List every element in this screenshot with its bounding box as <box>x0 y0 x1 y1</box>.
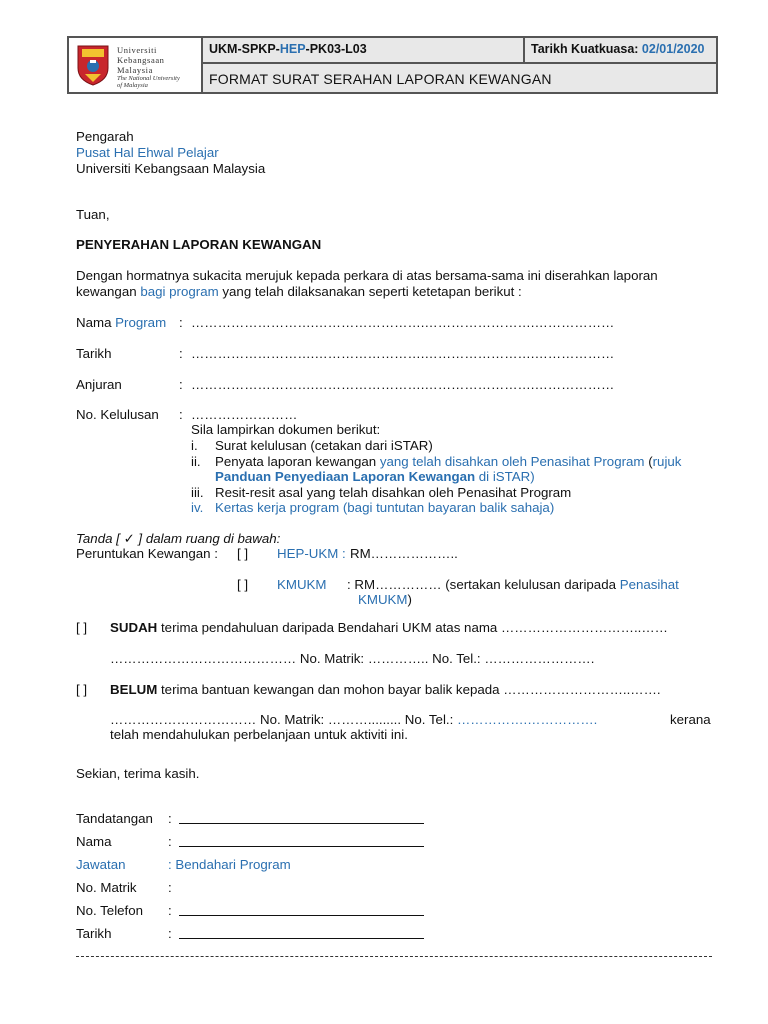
sig-label-no-matrik: No. Matrik <box>76 880 137 895</box>
intro-line-2: kewangan bagi program yang telah dilaksanakan seperti ketetapan berikut : <box>76 284 522 299</box>
field-colon: : <box>179 315 183 330</box>
checkbox-hep-ukm[interactable]: [ ] <box>237 546 249 561</box>
attachment-ii-cont: Panduan Penyediaan Laporan Kewangan di iSTAR) <box>215 469 535 484</box>
salutation: Tuan, <box>76 207 110 222</box>
hep-ukm-amount: RM……………….. <box>350 546 458 561</box>
attachment-num-iii: iii. <box>191 485 204 500</box>
sig-colon: : <box>168 926 172 941</box>
sig-label-tarikh: Tarikh <box>76 926 112 941</box>
field-label-anjuran: Anjuran <box>76 377 122 392</box>
kmukm-label: KMUKM <box>277 577 327 592</box>
sig-label-jawatan: Jawatan <box>76 857 126 872</box>
checkmark-icon: ✓ <box>123 531 135 546</box>
sig-label-nama: Nama <box>76 834 112 849</box>
document-title: FORMAT SURAT SERAHAN LAPORAN KEWANGAN <box>209 71 552 87</box>
sig-line-nama[interactable] <box>179 834 424 847</box>
kmukm-line-2: KMUKM) <box>358 592 412 607</box>
closing: Sekian, terima kasih. <box>76 766 200 781</box>
peruntukan-label: Peruntukan Kewangan : <box>76 546 218 561</box>
field-colon: : <box>179 407 183 422</box>
field-dots-kelulusan: …………………… <box>191 407 298 422</box>
belum-line-3: telah mendahulukan perbelanjaan untuk aktiviti ini. <box>110 727 408 742</box>
checkbox-sudah[interactable]: [ ] <box>76 620 88 635</box>
sig-line-no-telefon[interactable] <box>179 903 424 916</box>
attachments-intro: Sila lampirkan dokumen berikut: <box>191 422 381 437</box>
field-colon: : <box>179 346 183 361</box>
sig-colon: : <box>168 903 172 918</box>
belum-line-2: …………………………… No. Matrik: ………......... No. Tel.: …………….……………. <box>110 712 598 727</box>
belum-kerana: kerana <box>670 712 711 727</box>
sig-line-tarikh[interactable] <box>179 926 424 939</box>
sig-line-tandatangan[interactable] <box>179 811 424 824</box>
sig-label-no-telefon: No. Telefon <box>76 903 144 918</box>
belum-line-1: BELUM terima bantuan kewangan dan mohon bayar balik kepada ………………………..……. <box>110 682 661 697</box>
recipient-line-2: Pusat Hal Ehwal Pelajar <box>76 145 219 160</box>
field-dots-anjuran: ……………………….…………………….…………………….……………… <box>191 377 615 392</box>
kmukm-amount: : RM…………… (sertakan kelulusan daripada Penasihat <box>347 577 679 592</box>
sudah-line-1: SUDAH terima pendahuluan daripada Bendahari UKM atas nama …………………………..…… <box>110 620 668 635</box>
sudah-line-2: …………………………………… No. Matrik: ………….. No. Tel.: ……………………. <box>110 651 595 666</box>
header-code-row <box>203 38 716 64</box>
recipient-line-1: Pengarah <box>76 129 134 144</box>
cut-line-divider <box>76 956 712 957</box>
field-label-kelulusan: No. Kelulusan <box>76 407 159 422</box>
attachment-iv: Kertas kerja program (bagi tuntutan bayaran balik sahaja) <box>215 500 555 515</box>
field-dots-nama-program: ……………………….…………………….…………………….……………… <box>191 315 615 330</box>
sig-value-jawatan: : Bendahari Program <box>168 857 291 872</box>
attachment-ii: Penyata laporan kewangan yang telah disahkan oleh Penasihat Program (rujuk <box>215 454 682 469</box>
intro-line-1: Dengan hormatnya sukacita merujuk kepada perkara di atas bersama-sama ini diserahkan laporan <box>76 268 658 283</box>
attachment-num-iv: iv. <box>191 500 204 515</box>
hep-ukm-label: HEP-UKM : <box>277 546 346 561</box>
subject: PENYERAHAN LAPORAN KEWANGAN <box>76 237 322 252</box>
sig-colon: : <box>168 834 172 849</box>
sig-colon: : <box>168 811 172 826</box>
field-colon: : <box>179 377 183 392</box>
tanda-instruction: Tanda [ ✓ ] dalam ruang di bawah: <box>76 531 281 546</box>
field-label-tarikh: Tarikh <box>76 346 112 361</box>
attachment-num-ii: ii. <box>191 454 201 469</box>
header-title-row <box>203 64 716 92</box>
sig-colon: : <box>168 880 172 895</box>
field-dots-tarikh: ……………………….…………………….…………………….……………… <box>191 346 615 361</box>
effective-date: Tarikh Kuatkuasa: 02/01/2020 <box>531 42 705 56</box>
sig-label-tandatangan: Tandatangan <box>76 811 153 826</box>
field-label-nama-program: Nama Program <box>76 315 167 330</box>
university-name: Universiti Kebangsaan Malaysia The National University of Malaysia <box>117 45 180 89</box>
university-logo <box>69 38 203 92</box>
checkbox-kmukm[interactable]: [ ] <box>237 577 249 592</box>
document-code: UKM-SPKP-HEP-PK03-L03 <box>209 42 367 56</box>
document-header <box>67 36 718 94</box>
attachment-num-i: i. <box>191 438 198 453</box>
checkbox-belum[interactable]: [ ] <box>76 682 88 697</box>
recipient-line-3: Universiti Kebangsaan Malaysia <box>76 161 266 176</box>
attachment-iii: Resit-resit asal yang telah disahkan oleh Penasihat Program <box>215 485 572 500</box>
ukm-crest-icon <box>75 44 111 86</box>
attachment-i: Surat kelulusan (cetakan dari iSTAR) <box>215 438 433 453</box>
